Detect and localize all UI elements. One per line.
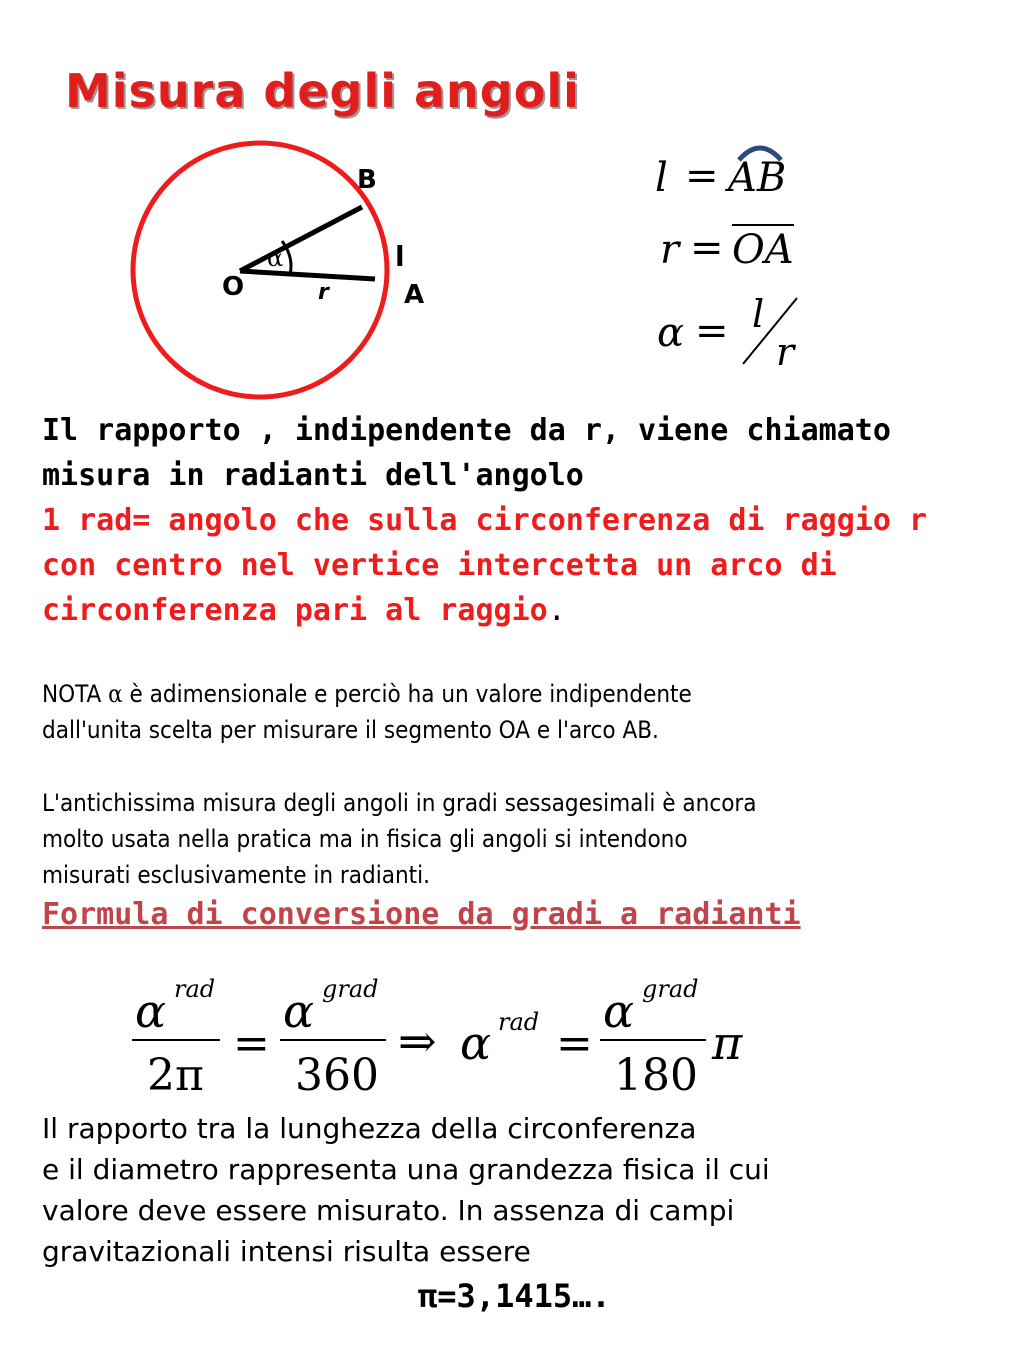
point-a-label: A: [404, 280, 425, 310]
paragraph2-line3: valore deve essere misurato. In assenza di campi: [42, 1194, 735, 1227]
paragraph2-line1: Il rapporto tra la lunghezza della circonferenza: [42, 1112, 697, 1145]
formula-sup-rad2: rad: [498, 1008, 540, 1036]
antique-line1: L'antichissima misura degli angoli in gradi sessagesimali è ancora: [42, 789, 757, 817]
formula-eq2: =: [556, 1018, 593, 1069]
page-title: Misura degli angoli: [65, 64, 580, 118]
def-r-eq: =: [690, 225, 724, 271]
formula-alpha1: α: [135, 984, 167, 1038]
def-r-lhs: r: [660, 227, 680, 273]
formula-sup-grad1: grad: [322, 975, 379, 1003]
def-alpha-eq: =: [695, 308, 729, 354]
pi-value: π=3,1415….: [418, 1277, 611, 1315]
circle-diagram: [110, 135, 430, 415]
antique-line2: molto usata nella pratica ma in fisica gli angoli si intendono: [42, 825, 688, 853]
def-alpha-numerator: l: [752, 292, 765, 336]
angle-label: α: [267, 244, 284, 272]
formula-eq1: =: [233, 1018, 270, 1069]
formula-implies: ⇒: [398, 1014, 437, 1068]
overline-symbol: [732, 222, 796, 228]
fraction-bar-3: [600, 1038, 708, 1042]
nota-prefix: NOTA: [42, 680, 109, 708]
paragraph2-line2: e il diametro rappresenta una grandezza fisica il cui: [42, 1153, 770, 1186]
radius-label: r: [318, 280, 329, 305]
formula-alpha3: α: [460, 1016, 492, 1070]
nota-alpha: α: [108, 680, 123, 708]
paragraph1-line2: misura in radianti dell'angolo: [42, 458, 584, 493]
formula-den3: 180: [614, 1050, 698, 1101]
fraction-bar-1: [132, 1038, 222, 1042]
arc-symbol: [735, 140, 785, 164]
nota-line2: dall'unita scelta per misurare il segmento OA e l'arco AB.: [42, 716, 659, 744]
def-l-eq: =: [685, 153, 719, 199]
formula-alpha4: α: [603, 984, 635, 1038]
radius-ob: [240, 207, 362, 271]
formula-den1: 2π: [147, 1050, 204, 1101]
nota-line1-rest: è adimensionale e perciò ha un valore indipendente: [122, 680, 692, 708]
red-definition-line2: con centro nel vertice intercetta un arco di: [42, 548, 837, 583]
formula-den2: 360: [295, 1050, 379, 1101]
formula-sup-grad2: grad: [642, 975, 699, 1003]
formula-alpha2: α: [283, 984, 315, 1038]
red-definition-period: .: [547, 593, 566, 628]
slash-symbol: [735, 296, 805, 368]
red-definition-line3: [42, 588, 566, 633]
red-definition-line1: 1 rad= angolo che sulla circonferenza di raggio r: [42, 503, 928, 538]
nota-line1: [42, 676, 692, 712]
paragraph2-line4: gravitazionali intensi risulta essere: [42, 1235, 531, 1268]
arc-label: l: [395, 240, 405, 273]
radius-oa: [240, 271, 375, 279]
point-o-label: O: [222, 272, 245, 302]
def-alpha-denominator: r: [776, 330, 795, 374]
point-b-label: B: [357, 165, 377, 195]
def-alpha-lhs: α: [657, 310, 685, 356]
def-l-lhs: l: [655, 155, 668, 201]
paragraph1-line1: Il rapporto , indipendente da r, viene chiamato: [42, 413, 891, 448]
formula-sup-rad1: rad: [174, 975, 216, 1003]
def-r-rhs: OA: [732, 227, 794, 273]
formula-pi: π: [712, 1016, 743, 1070]
fraction-bar-2: [280, 1038, 388, 1042]
red-definition-line3-text: circonferenza pari al raggio: [42, 593, 548, 628]
antique-line3: misurati esclusivamente in radianti.: [42, 861, 430, 889]
conversion-title: Formula di conversione da gradi a radianti: [42, 897, 801, 932]
def-l-rhs: AB: [728, 155, 787, 201]
